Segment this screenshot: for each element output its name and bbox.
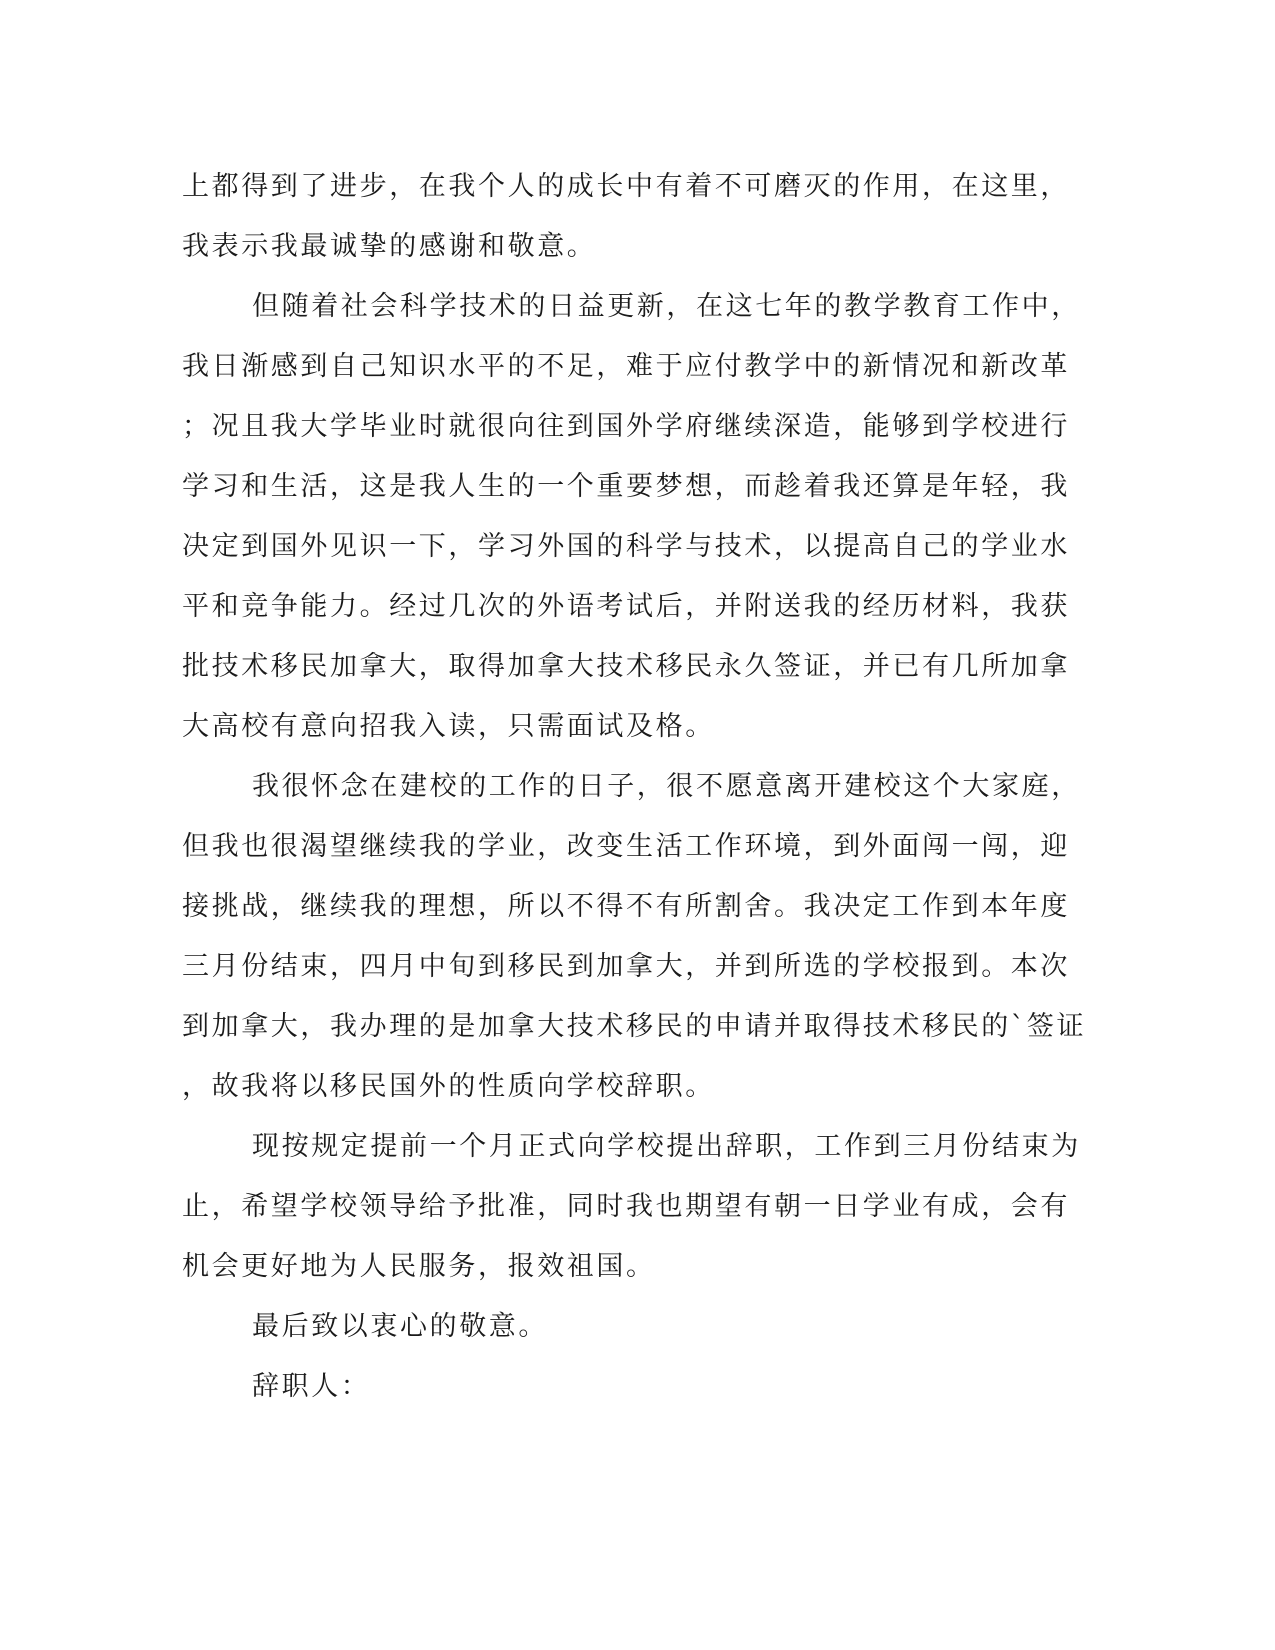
text-line: 大高校有意向招我入读，只需面试及格。 — [182, 711, 715, 742]
text-line: 我日渐感到自己知识水平的不足，难于应付教学中的新情况和新改革 — [182, 351, 1070, 382]
text-line: 三月份结束，四月中旬到移民到加拿大，并到所选的学校报到。本次 — [182, 951, 1070, 982]
text-line: ；况且我大学毕业时就很向往到国外学府继续深造，能够到学校进行 — [182, 411, 1070, 442]
text-line: 我很怀念在建校的工作的日子，很不愿意离开建校这个大家庭， — [252, 771, 1081, 802]
text-line: ，故我将以移民国外的性质向学校辞职。 — [182, 1071, 715, 1102]
text-line: 上都得到了进步，在我个人的成长中有着不可磨灭的作用，在这里， — [182, 171, 1070, 202]
text-line: 决定到国外见识一下，学习外国的科学与技术，以提高自己的学业水 — [182, 531, 1070, 562]
text-line: 平和竞争能力。经过几次的外语考试后，并附送我的经历材料，我获 — [182, 591, 1070, 622]
text-line: 但我也很渴望继续我的学业，改变生活工作环境，到外面闯一闯，迎 — [182, 831, 1070, 862]
text-line: 最后致以衷心的敬意。 — [252, 1311, 548, 1342]
text-line: 辞职人： — [252, 1371, 371, 1402]
text-line: 接挑战，继续我的理想，所以不得不有所割舍。我决定工作到本年度 — [182, 891, 1070, 922]
text-line: 但随着社会科学技术的日益更新，在这七年的教学教育工作中， — [252, 291, 1081, 322]
text-line: 批技术移民加拿大，取得加拿大技术移民永久签证，并已有几所加拿 — [182, 651, 1070, 682]
text-line: 到加拿大，我办理的是加拿大技术移民的申请并取得技术移民的`签证 — [182, 1011, 1087, 1042]
letter-body — [182, 157, 1087, 1417]
text-line: 现按规定提前一个月正式向学校提出辞职，工作到三月份结束为 — [252, 1131, 1081, 1162]
text-line: 我表示我最诚挚的感谢和敬意。 — [182, 231, 597, 262]
text-line: 学习和生活，这是我人生的一个重要梦想，而趁着我还算是年轻，我 — [182, 471, 1070, 502]
text-line: 机会更好地为人民服务，报效祖国。 — [182, 1251, 656, 1282]
text-line: 止，希望学校领导给予批准，同时我也期望有朝一日学业有成，会有 — [182, 1191, 1070, 1222]
